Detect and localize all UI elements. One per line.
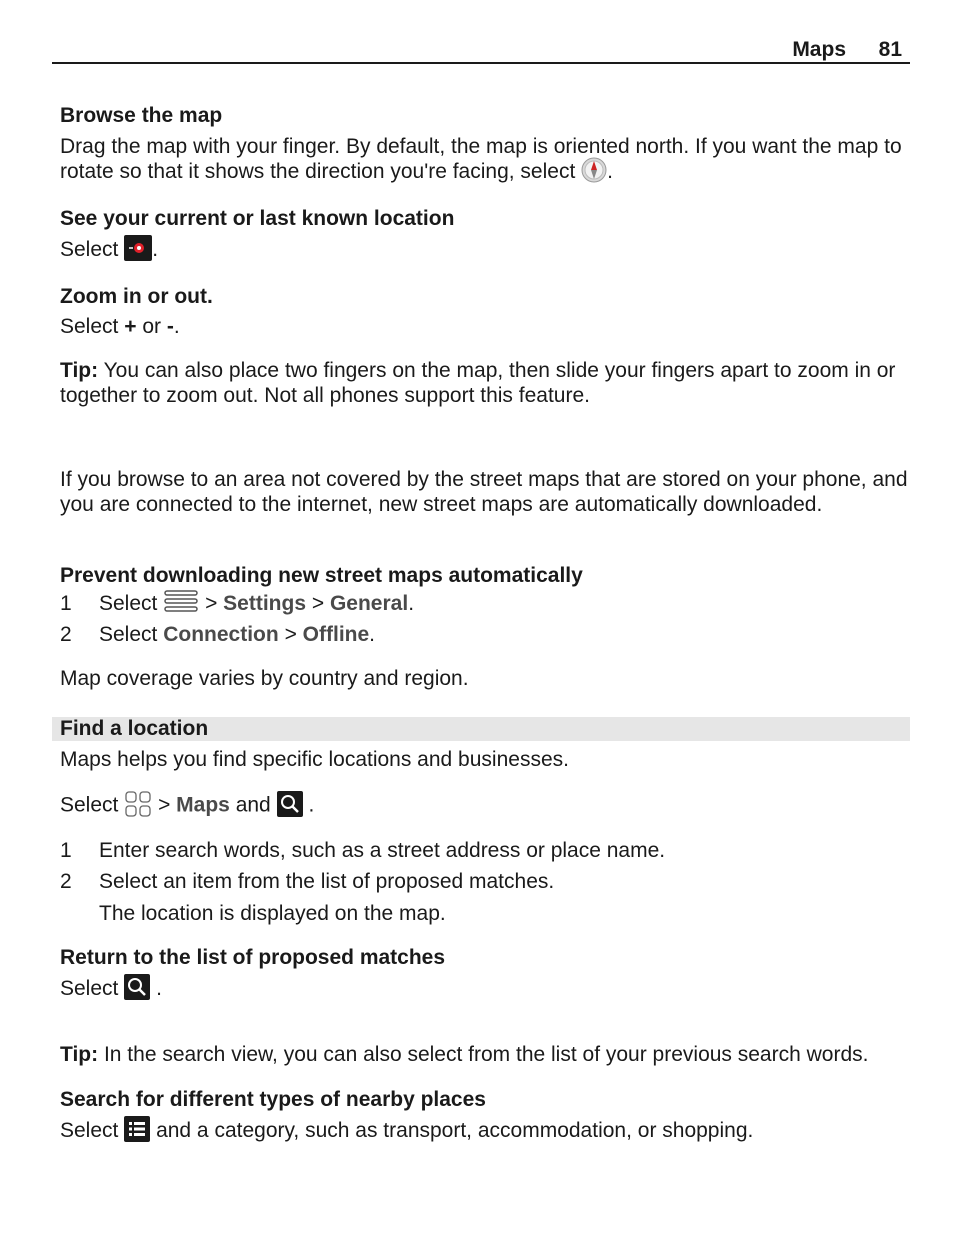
- step-separator: >: [284, 623, 297, 646]
- browse-paragraph: [60, 134, 910, 185]
- nearby-heading: Search for different types of nearby places: [60, 1088, 486, 1111]
- zoom-select: Select: [60, 315, 119, 338]
- search-icon: [124, 974, 150, 1000]
- list-icon: [124, 1116, 150, 1142]
- step-number: 2: [60, 870, 72, 893]
- return-select: Select: [60, 977, 119, 1000]
- find-step-2: Select an item from the list of proposed matches.: [99, 870, 555, 893]
- current-location-icon: [124, 235, 152, 261]
- find-select: Select: [60, 793, 119, 817]
- find-separator: >: [158, 793, 171, 817]
- step-separator: >: [311, 592, 325, 615]
- find-and: and: [235, 793, 271, 817]
- step-separator: >: [205, 592, 218, 615]
- nearby-paragraph: [60, 1118, 910, 1144]
- zoom-or: or: [142, 315, 162, 338]
- step-number: 2: [60, 623, 72, 646]
- zoom-minus: -: [166, 315, 174, 338]
- return-paragraph: [60, 976, 910, 1002]
- settings-label: Settings: [223, 592, 307, 615]
- find-title: Find a location: [60, 717, 209, 740]
- tip-text: In the search view, you can also select from the list of your previous search words.: [103, 1043, 869, 1066]
- zoom-heading: Zoom in or out.: [60, 285, 213, 308]
- nearby-select: Select: [60, 1119, 119, 1142]
- step-select: Select: [99, 592, 158, 615]
- find-intro: Maps helps you find specific locations and businesses.: [60, 748, 569, 771]
- step-number: 1: [60, 592, 72, 615]
- nearby-text: and a category, such as transport, accommodation, or shopping.: [156, 1119, 754, 1142]
- menu-icon: [163, 589, 199, 615]
- zoom-plus: +: [124, 315, 137, 338]
- location-end: .: [152, 238, 159, 261]
- tip-label: Tip:: [60, 1043, 99, 1066]
- apps-grid-icon: [124, 790, 152, 818]
- return-end: .: [156, 977, 162, 1000]
- section-title: Maps: [792, 38, 846, 61]
- search-icon: [277, 791, 303, 817]
- section-band: [52, 717, 910, 741]
- compass-icon: [581, 157, 607, 183]
- connection-label: Connection: [163, 623, 279, 646]
- browse-heading: Browse the map: [60, 104, 223, 127]
- zoom-paragraph: [60, 314, 910, 339]
- step-end: .: [369, 623, 376, 646]
- location-select: Select: [60, 238, 119, 261]
- find-select-paragraph: [60, 792, 910, 820]
- offline-label: Offline: [302, 623, 370, 646]
- return-heading: Return to the list of proposed matches: [60, 946, 446, 969]
- coverage-paragraph: Map coverage varies by country and region.: [60, 667, 469, 690]
- prevent-step-1: [99, 591, 899, 617]
- general-label: General: [329, 592, 409, 615]
- tip-zoom: [60, 358, 910, 408]
- download-paragraph: If you browse to an area not covered by the street maps that are stored on your phone, and you are connected to the internet, new street maps are automatically downloaded.: [60, 468, 908, 516]
- find-step-1: Enter search words, such as a street address or place name.: [99, 839, 666, 862]
- find-end: .: [308, 793, 315, 817]
- tip-text: You can also place two fingers on the map, then slide your fingers apart to zoom in or together to zoom out. Not all phones support this feature.: [60, 359, 896, 407]
- prevent-step-2: [99, 622, 899, 647]
- tip-label: Tip:: [60, 359, 99, 382]
- page-number: 81: [878, 38, 902, 61]
- maps-label: Maps: [176, 793, 230, 817]
- location-heading: See your current or last known location: [60, 207, 455, 230]
- page-header: [52, 34, 910, 64]
- tip-search: [60, 1042, 910, 1067]
- browse-body: Drag the map with your finger. By default, the map is oriented north. If you want the map to rotate so that it shows the direction you're facing, select: [60, 135, 902, 183]
- step-select: Select: [99, 623, 158, 646]
- step-number: 1: [60, 839, 72, 862]
- browse-end: .: [607, 160, 613, 183]
- location-paragraph: [60, 237, 910, 263]
- prevent-heading: Prevent downloading new street maps automatically: [60, 564, 583, 587]
- zoom-end: .: [173, 315, 180, 338]
- find-result: The location is displayed on the map.: [99, 902, 446, 925]
- step-end: .: [408, 592, 415, 615]
